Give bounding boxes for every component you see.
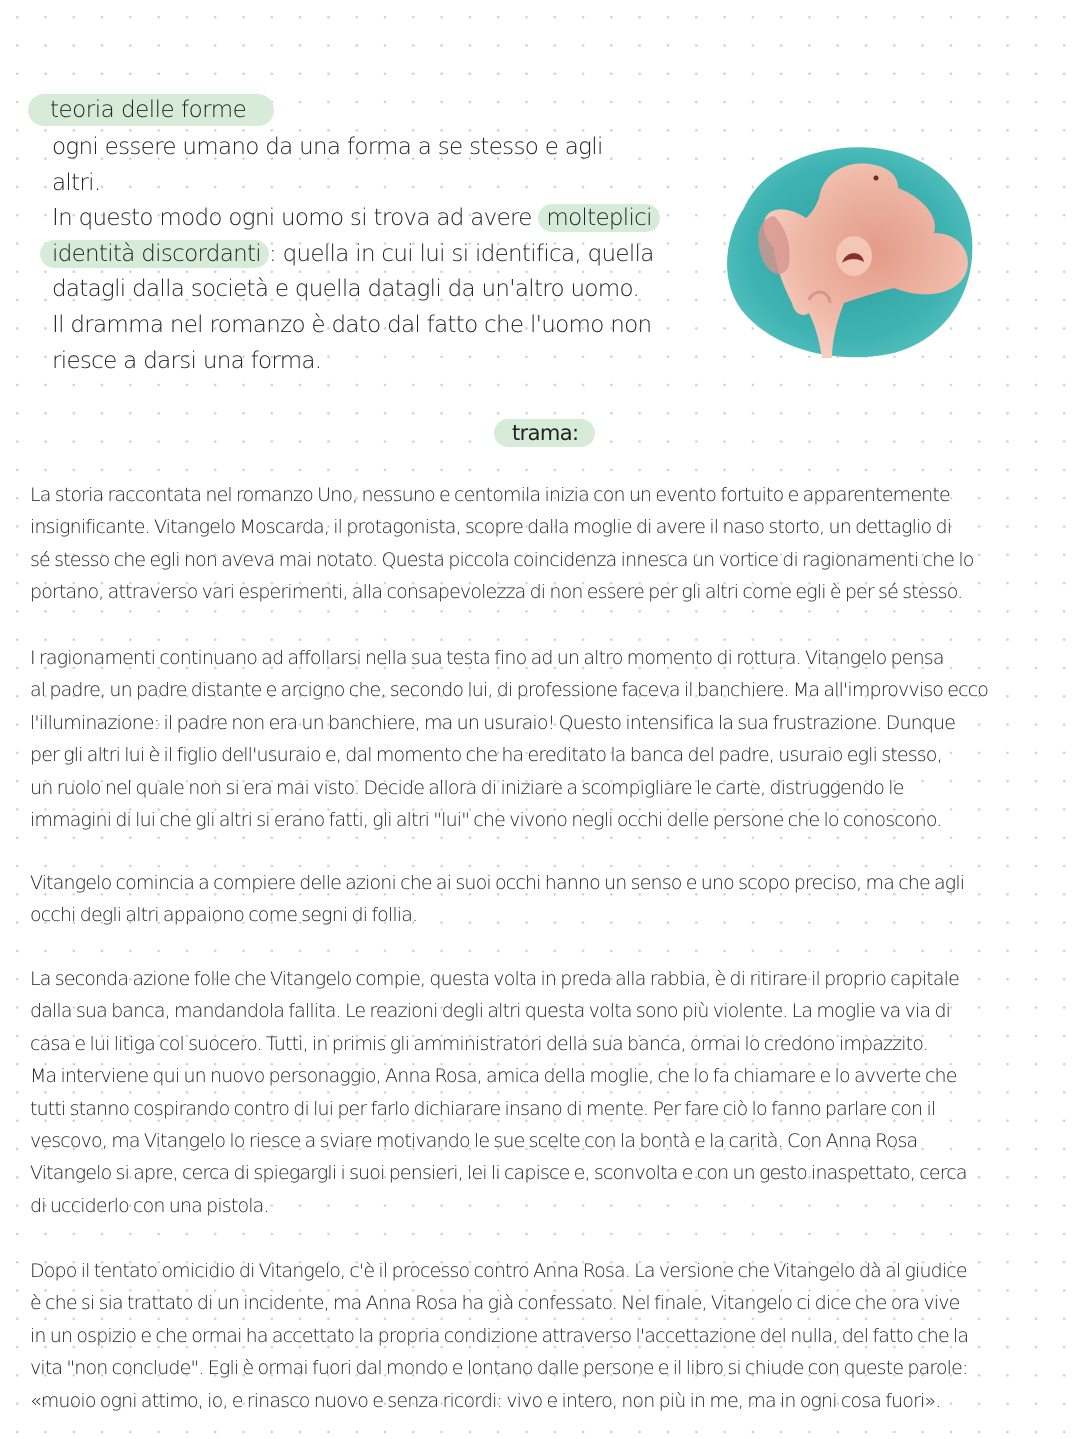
plot-line: un ruolo nel quale non si era mai visto. Decide allora di iniziare a scompigliare le carte, distruggendo le [30, 776, 904, 799]
plot-line: Vitangelo comincia a compiere delle azioni che ai suoi occhi hanno un senso e uno scopo preciso, ma che agli [30, 872, 965, 894]
plot-line: tutti stanno cospirando contro di lui per farlo dichiarare insano di mente. Per fare ciò lo fanno parlare con il [30, 1097, 936, 1120]
plot-line: è che si sia trattato di un incidente, ma Anna Rosa ha già confessato. Nel finale, Vitangelo ci dice che ora vive [30, 1292, 960, 1315]
theory-text-fragment: : quella in cui lui si identifica, quella [268, 240, 654, 267]
theory-line: ogni essere umano da una forma a se stesso e agli [52, 134, 603, 160]
caricature-head-illustration [714, 138, 976, 360]
plot-line: Dopo il tentato omicidio di Vitangelo, c'è il processo contro Anna Rosa. La versione che Vitangelo dà al giudice [30, 1260, 967, 1282]
plot-line: al padre, un padre distante e arcigno che, secondo lui, di professione faceva il banchiere. Ma all'improvviso ecco [30, 679, 989, 702]
plot-line: portano, attraverso vari esperimenti, alla consapevolezza di non essere per gli altri come egli è per sé stesso. [30, 581, 963, 604]
section-title-teoria-delle-forme: teoria delle forme [28, 94, 274, 126]
plot-line: casa e lui litiga col suocero. Tutti, in primis gli amministratori della sua banca, ormai lo credono impazzito. [30, 1032, 928, 1055]
plot-line: insignificante. Vitangelo Moscarda, il protagonista, scopre dalla moglie di avere il naso storto, un dettaglio di [30, 516, 952, 539]
theory-line [52, 201, 690, 237]
plot-line: I ragionamenti continuano ad affollarsi nella sua testa fino ad un altro momento di rottura. Vitangelo pensa [30, 647, 944, 669]
plot-line: Vitangelo si apre, cerca di spiegargli i suoi pensieri, lei li capisce e, sconvolta e con un gesto inaspettato, cerca [30, 1162, 967, 1185]
plot-line: dalla sua banca, mandandola fallita. Le reazioni degli altri questa volta sono più violente. La moglie va via di [30, 1000, 951, 1023]
plot-line: di ucciderlo con una pistola. [30, 1194, 269, 1217]
plot-paragraph-5 [30, 1255, 1070, 1417]
theory-text-fragment: In questo modo ogni uomo si trova ad avere [52, 205, 539, 232]
plot-line: Ma interviene qui un nuovo personaggio, Anna Rosa, amica della moglie, che lo fa chiamare e lo avverte che [30, 1065, 957, 1088]
plot-line: sé stesso che egli non aveva mai notato. Questa piccola coincidenza innesca un vortice di ragionamenti che lo [30, 548, 974, 571]
theory-line: altri. [52, 169, 101, 196]
plot-line: «muoio ogni attimo, io, e rinasco nuovo e senza ricordi: vivo e intero, non più in me, ma in ogni cosa fuori». [30, 1389, 941, 1412]
plot-paragraph-3 [30, 867, 1070, 932]
caricature-head-icon [714, 138, 976, 360]
plot-line: per gli altri lui è il figlio dell'usuraio e, dal momento che ha ereditato la banca del padre, usuraio egli stesso, [30, 744, 942, 767]
plot-line: immagini di lui che gli altri si erano fatti, gli altri "lui" che vivono negli occhi delle persone che lo conoscono. [30, 809, 942, 832]
plot-line: occhi degli altri appaiono come segni di follia. [30, 904, 418, 927]
theory-line [52, 237, 690, 273]
theory-section [30, 94, 690, 379]
theory-line: Il dramma nel romanzo è dato dal fatto che l'uomo non [52, 311, 652, 338]
plot-line: La seconda azione folle che Vitangelo compie, questa volta in preda alla rabbia, è di ritirare il proprio capitale [30, 968, 959, 990]
highlight-molteplici: molteplici [538, 204, 659, 232]
plot-paragraph-1 [30, 479, 1070, 609]
plot-line: vescovo, ma Vitangelo lo riesce a sviare motivando le sue scelte con la bontà e la carità. Con Anna Rosa [30, 1130, 918, 1153]
plot-line: vita "non conclude". Egli è ormai fuori dal mondo e lontano dalle persone e il libro si chiude con queste parole: [30, 1357, 968, 1380]
plot-line: in un ospizio e che ormai ha accettato la propria condizione attraverso l'accettazione del nulla, del fatto che la [30, 1324, 969, 1347]
theory-text [52, 130, 690, 379]
plot-line: La storia raccontata nel romanzo Uno, nessuno e centomila inizia con un evento fortuito e apparentemente [30, 484, 950, 506]
theory-line: riesce a darsi una forma. [52, 347, 322, 374]
plot-line: l'illuminazione: il padre non era un banchiere, ma un usuraio! Questo intensifica la sua frustrazione. Dunque [30, 711, 956, 734]
highlight-identita-discordanti: identità discordanti [40, 240, 269, 268]
theory-line: datagli dalla società e quella datagli da un'altro uomo. [52, 276, 640, 303]
section-tag-trama: trama: [494, 419, 595, 447]
plot-paragraph-2 [30, 642, 1070, 836]
plot-paragraph-4 [30, 963, 1070, 1222]
